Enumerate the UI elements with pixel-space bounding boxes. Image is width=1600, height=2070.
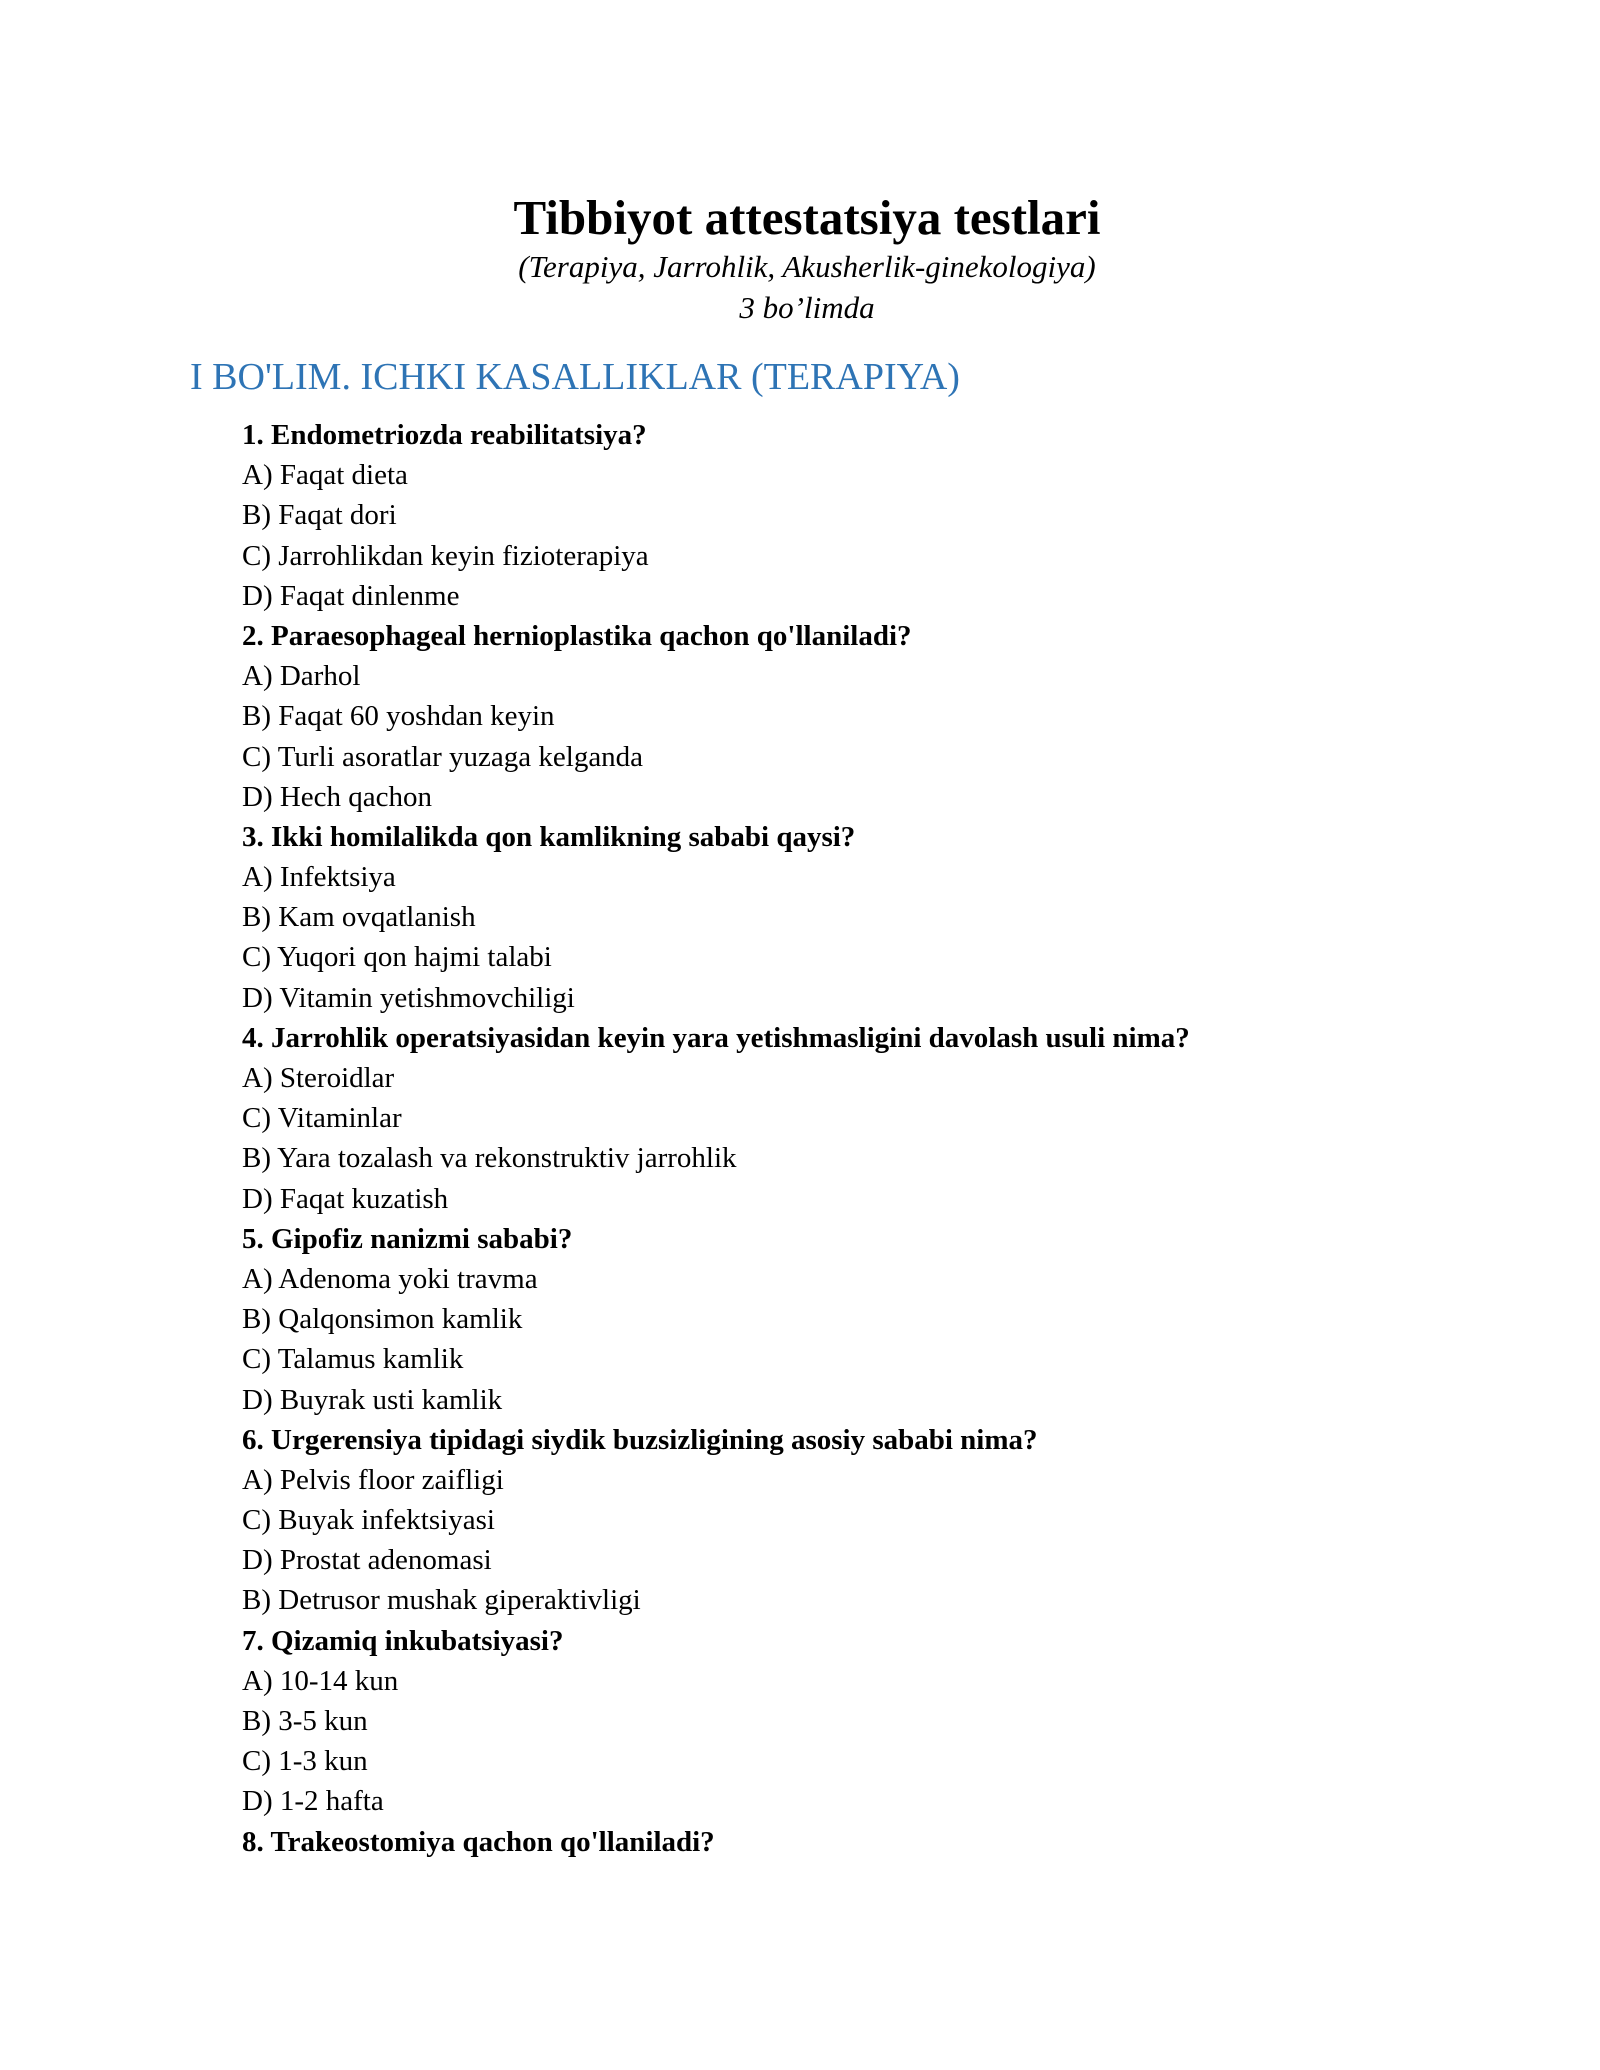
answer-option: C) Buyak infektsiyasi [242, 1504, 495, 1537]
question-text: 5. Gipofiz nanizmi sababi? [242, 1222, 573, 1255]
question-text: 4. Jarrohlik operatsiyasidan keyin yara yetishmasligini davolash usuli nima? [242, 1021, 1190, 1054]
section-heading: I BO'LIM. ICHKI KASALLIKLAR (TERAPIYA) [190, 356, 960, 398]
answer-option: A) 10-14 kun [242, 1664, 399, 1697]
answer-option: B) Yara tozalash va rekonstruktiv jarrohlik [242, 1142, 737, 1175]
question-list [242, 415, 1190, 1862]
answer-option: C) 1-3 kun [242, 1745, 368, 1778]
answer-option: B) Faqat 60 yoshdan keyin [242, 700, 555, 733]
answer-option: A) Darhol [242, 660, 361, 693]
document-subtitle: (Terapiya, Jarrohlik, Akusherlik-ginekologiya) [518, 249, 1096, 284]
answer-option: A) Faqat dieta [242, 459, 408, 492]
answer-option: C) Talamus kamlik [242, 1343, 464, 1376]
question-text: 8. Trakeostomiya qachon qo'llaniladi? [242, 1825, 715, 1858]
answer-option: B) Qalqonsimon kamlik [242, 1303, 523, 1336]
answer-option: C) Vitaminlar [242, 1102, 402, 1135]
answer-option: A) Steroidlar [242, 1062, 395, 1094]
answer-option: D) Vitamin yetishmovchiligi [242, 981, 575, 1014]
answer-option: D) Faqat dinlenme [242, 579, 460, 612]
question-text: 3. Ikki homilalikda qon kamlikning sababi qaysi? [242, 820, 856, 853]
question-text: 1. Endometriozda reabilitatsiya? [242, 419, 647, 451]
answer-option: B) Kam ovqatlanish [242, 901, 476, 934]
document-subtitle-sections: 3 bo’limda [739, 290, 875, 325]
answer-option: A) Adenoma yoki travma [242, 1262, 538, 1295]
answer-option: B) Faqat dori [242, 499, 397, 532]
answer-option: C) Turli asoratlar yuzaga kelganda [242, 740, 644, 773]
answer-option: D) 1-2 hafta [242, 1785, 384, 1818]
answer-option: A) Infektsiya [242, 861, 396, 894]
answer-option: D) Hech qachon [242, 780, 433, 813]
answer-option: C) Yuqori qon hajmi talabi [242, 941, 552, 974]
question-text: 6. Urgerensiya tipidagi siydik buzsizligining asosiy sababi nima? [242, 1423, 1038, 1456]
answer-option: C) Jarrohlikdan keyin fizioterapiya [242, 539, 649, 572]
answer-option: B) Detrusor mushak giperaktivligi [242, 1584, 641, 1617]
question-text: 2. Paraesophageal hernioplastika qachon qo'llaniladi? [242, 619, 912, 652]
answer-option: A) Pelvis floor zaifligi [242, 1463, 504, 1496]
answer-option: B) 3-5 kun [242, 1705, 368, 1737]
answer-option: D) Prostat adenomasi [242, 1544, 492, 1577]
document-title: Tibbiyot attestatsiya testlari [513, 190, 1101, 245]
question-text: 7. Qizamiq inkubatsiyasi? [242, 1624, 564, 1657]
answer-option: D) Buyrak usti kamlik [242, 1383, 503, 1416]
answer-option: D) Faqat kuzatish [242, 1182, 449, 1215]
